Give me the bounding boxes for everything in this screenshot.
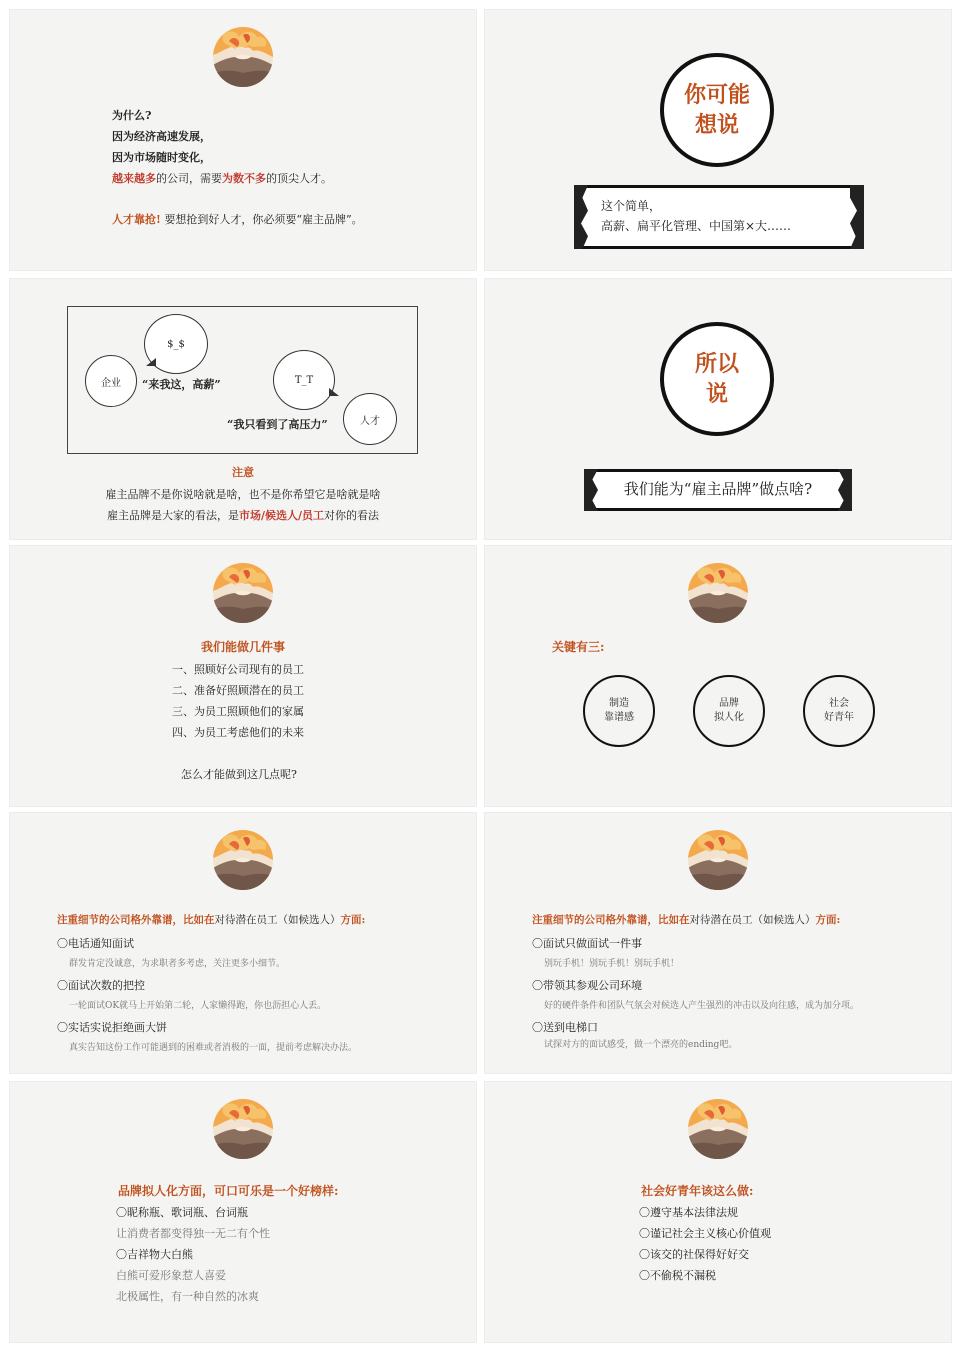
list-item: 〇不偷税不漏税 [639,1269,716,1282]
company-bubble [85,355,137,407]
question-banner [584,469,852,511]
slide-coca-cola[interactable] [9,1081,477,1343]
key-circle-personify [693,675,765,747]
title-part: 对待潜在员工（如候选人） [214,914,341,926]
detail-desc: 群发肯定没诚意，为求职者多考虑，关注更多小细节。 [69,959,286,969]
slide-three-keys[interactable] [484,545,952,807]
key-line: 靠谱感 [604,712,634,723]
headline-circle [660,322,774,436]
slide-title [57,912,365,928]
list-item: 二、准备好照顾潜在的员工 [172,684,304,697]
banner-right-edge [850,185,864,249]
detail-head: 〇实话实说拒绝画大饼 [57,1021,167,1034]
detail-desc: 好的硬件条件和团队气氛会对候选人产生强烈的冲击以及向往感，成为加分项。 [544,1001,860,1011]
talent-quote: “我只看到了高压力” [227,418,328,431]
why-reason-3 [112,168,363,189]
list-item: 〇谨记社会主义核心价值观 [639,1227,771,1240]
detail-desc: 别玩手机！别玩手机！别玩手机！ [544,959,680,969]
text-plain: 雇主品牌是大家的看法，是 [106,509,239,522]
talent-label: 人才 [360,415,380,427]
text-plain: 对你的看法 [324,509,380,522]
volcano-logo-icon [213,1099,273,1159]
volcano-logo-icon [213,563,273,623]
key-line: 拟人化 [714,712,744,723]
slide-title [532,912,840,928]
text-plain: 的公司，需要 [156,172,222,185]
text-plain: 的顶尖人才。 [266,172,332,185]
slide-you-might-say[interactable] [484,9,952,271]
talent-bubble [343,393,397,445]
why-conclusion [112,209,363,230]
why-text-block [112,105,363,230]
why-reason-2: 因为市场随时变化， [112,151,211,164]
detail-desc: 真实告知这份工作可能遇到的困难或者消极的一面，提前考虑解决办法。 [69,1043,358,1053]
note-line-1: 雇主品牌不是你说啥就是啥，也不是你希望它是啥就是啥 [105,488,381,501]
slide-details-2[interactable] [484,812,952,1074]
money-bubble-text: $_$ [167,338,185,350]
title-part: 注重细节的公司格外靠谱，比如在 [57,914,215,926]
emphasis-few: 为数不多 [222,172,266,185]
slide-so[interactable] [484,278,952,540]
slide-title: 品牌拟人化方面，可口可乐是一个好榜样: [118,1184,339,1198]
crying-bubble-text: T_T [294,374,314,386]
list-item: 〇遵守基本法律法规 [639,1206,738,1219]
title-part: 注重细节的公司格外靠谱，比如在 [532,914,690,926]
why-reason-1: 因为经济高速发展， [112,130,211,143]
banner-left-edge [574,185,588,249]
crying-bubble [273,350,335,410]
example-desc: 北极属性，有一种自然的冰爽 [116,1290,259,1303]
question-text: 怎么才能做到这几点呢? [181,768,297,781]
list-item: 三、为员工照顾他们的家属 [172,705,304,718]
detail-head: 〇送到电梯口 [532,1021,598,1034]
example-head: 〇吉祥物大白熊 [116,1248,193,1261]
circle-line-1: 你可能 [683,82,750,108]
example-head: 〇昵称瓶、歌词瓶、台词瓶 [116,1206,248,1219]
key-circle-trust [583,675,655,747]
banner-line-1: 这个简单， [601,199,662,213]
circle-line-2: 想说 [694,112,739,138]
bubble-tail [146,358,156,366]
company-quote: “来我这，高薪” [142,378,221,391]
slide-perception[interactable] [9,278,477,540]
volcano-logo-icon [688,830,748,890]
detail-head: 〇带领其参观公司环境 [532,979,642,992]
emphasis-grab-talent: 人才靠抢! [112,213,161,226]
slide-details-1[interactable] [9,812,477,1074]
detail-head: 〇面试只做面试一件事 [532,937,642,950]
banner-text: 我们能为“雇主品牌”做点啥? [623,480,813,498]
example-desc: 白熊可爱形象惹人喜爱 [116,1269,226,1282]
example-list [116,1202,270,1307]
detail-head: 〇面试次数的把控 [57,979,145,992]
action-list [172,659,304,743]
quote-banner [574,185,864,249]
note-title: 注意 [232,466,254,479]
slide-what-we-can-do[interactable] [9,545,477,807]
slide-why[interactable] [9,9,477,271]
detail-list [57,933,357,1059]
title-part: 方面: [815,914,841,926]
circle-line-2: 说 [705,381,728,407]
key-circle-citizen [803,675,875,747]
slide-title: 我们能做几件事 [200,640,285,654]
list-item: 〇该交的社保得好好交 [639,1248,749,1261]
why-question: 为什么? [112,109,152,122]
title-part: 方面: [340,914,366,926]
citizen-list [639,1202,771,1286]
volcano-logo-icon [688,1099,748,1159]
volcano-logo-icon [213,830,273,890]
list-item: 四、为员工考虑他们的未来 [172,726,304,739]
key-line: 品牌 [719,698,739,709]
banner-text [601,196,791,236]
detail-head: 〇电话通知面试 [57,937,134,950]
emphasis-stakeholders: 市场/候选人/员工 [238,509,325,522]
headline-circle [660,53,774,167]
circle-line-1: 所以 [694,351,739,377]
slide-title: 关键有三: [552,640,605,654]
key-line: 好青年 [824,712,854,723]
text-plain: 要想抢到好人才，你必须要“雇主品牌”。 [164,213,363,226]
key-line: 社会 [829,698,849,709]
slide-good-citizen[interactable] [484,1081,952,1343]
detail-desc: 试探对方的面试感受，做一个漂亮的ending吧。 [544,1040,738,1050]
volcano-logo-icon [688,563,748,623]
slide-title: 社会好青年该这么做: [641,1184,754,1198]
volcano-logo-icon [213,27,273,87]
banner-line-2: 高薪、扁平化管理、中国第×大…… [601,219,792,233]
example-desc: 让消费者都变得独一无二有个性 [116,1227,270,1240]
list-item: 一、照顾好公司现有的员工 [172,663,304,676]
title-part: 对待潜在员工（如候选人） [689,914,816,926]
note-line-2 [9,505,477,526]
key-line: 制造 [609,698,629,709]
detail-list [532,933,859,1052]
detail-desc: 一轮面试OK就马上开始第二轮，人家懒得跑，你也沥担心人丢。 [69,1001,327,1011]
company-label: 企业 [101,377,121,389]
bubble-tail [329,388,339,396]
emphasis-more: 越来越多 [112,172,156,185]
